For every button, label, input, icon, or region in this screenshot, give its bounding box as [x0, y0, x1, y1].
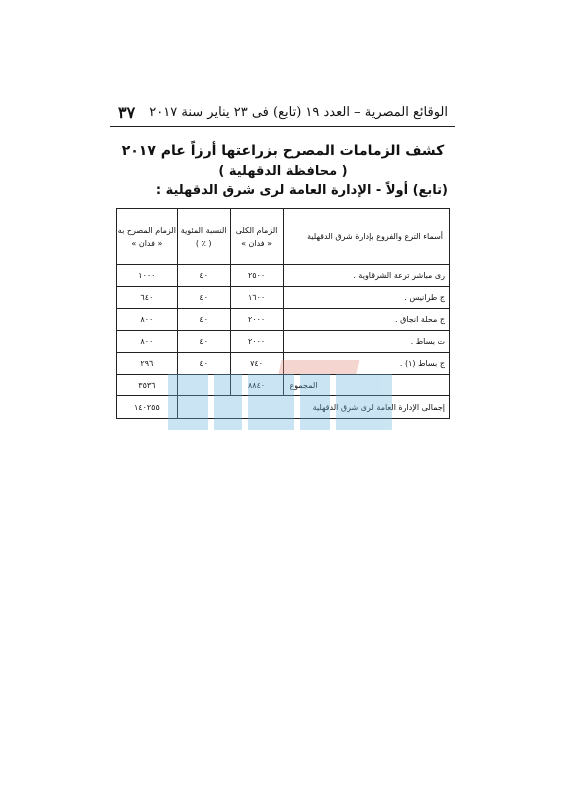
grand-total-label: إجمالى الإدارة العامة لرى شرق الدقهلية [177, 396, 449, 419]
canal-name: ج طرانيس . [283, 287, 450, 309]
canal-name: ج محلة انجاق . [283, 309, 450, 331]
sum-label: المجموع [283, 375, 450, 396]
permitted-area: ٨٠٠ [117, 309, 178, 331]
grand-total-permitted: ١٤٠٢٥٥ [117, 396, 178, 419]
grand-total-row [117, 396, 450, 419]
table-row [117, 309, 450, 331]
canal-name: ت بساط . [283, 331, 450, 353]
canal-name: ج بساط (١) . [283, 353, 450, 375]
percent: ٤٠ [177, 287, 230, 309]
permitted-area: ٦٤٠ [117, 287, 178, 309]
header-rule [110, 126, 455, 127]
table-row [117, 265, 450, 287]
total-area: ١٦٠٠ [230, 287, 283, 309]
col-header-percent: النسبة المئوية ( ٪ ) [177, 209, 230, 265]
sum-total-area: ٨٨٤٠ [230, 375, 283, 396]
sum-permitted-area: ٣٥٣٦ [117, 375, 178, 396]
table-row [117, 353, 450, 375]
permitted-area: ١٠٠٠ [117, 265, 178, 287]
table-header-row [117, 209, 450, 265]
percent: ٤٠ [177, 331, 230, 353]
table-row [117, 287, 450, 309]
total-area: ٢٠٠٠ [230, 331, 283, 353]
percent: ٤٠ [177, 265, 230, 287]
col-header-total: الزمام الكلى « فدان » [230, 209, 283, 265]
permitted-area: ٨٠٠ [117, 331, 178, 353]
total-area: ٧٤٠ [230, 353, 283, 375]
page-number: ٣٧ [118, 103, 136, 122]
header-text: الوقائع المصرية – العدد ١٩ (تابع) فى ٢٣ يناير سنة ٢٠١٧ [149, 105, 448, 120]
table-row [117, 331, 450, 353]
sum-row [117, 375, 450, 396]
col-header-name: أسماء الترع والفروع بإدارة شرق الدقهلية [283, 209, 450, 265]
rice-area-table [116, 208, 450, 419]
governorate-title: ( محافظة الدقهلية ) [218, 164, 348, 179]
section-title: (تابع) أولاً - الإدارة العامة لرى شرق الدقهلية : [155, 183, 448, 198]
percent: ٤٠ [177, 353, 230, 375]
total-area: ٢٠٠٠ [230, 309, 283, 331]
total-area: ٢٥٠٠ [230, 265, 283, 287]
permitted-area: ٢٩٦ [117, 353, 178, 375]
page-header [118, 105, 448, 127]
col-header-permitted: الزمام المصرح به « فدان » [117, 209, 178, 265]
sum-percent-empty [177, 375, 230, 396]
canal-name: رى مباشر ترعة الشرقاوية . [283, 265, 450, 287]
document-title: كشف الزمامات المصرح بزراعتها أرزاً عام ٢٠١٧ [121, 143, 445, 159]
percent: ٤٠ [177, 309, 230, 331]
